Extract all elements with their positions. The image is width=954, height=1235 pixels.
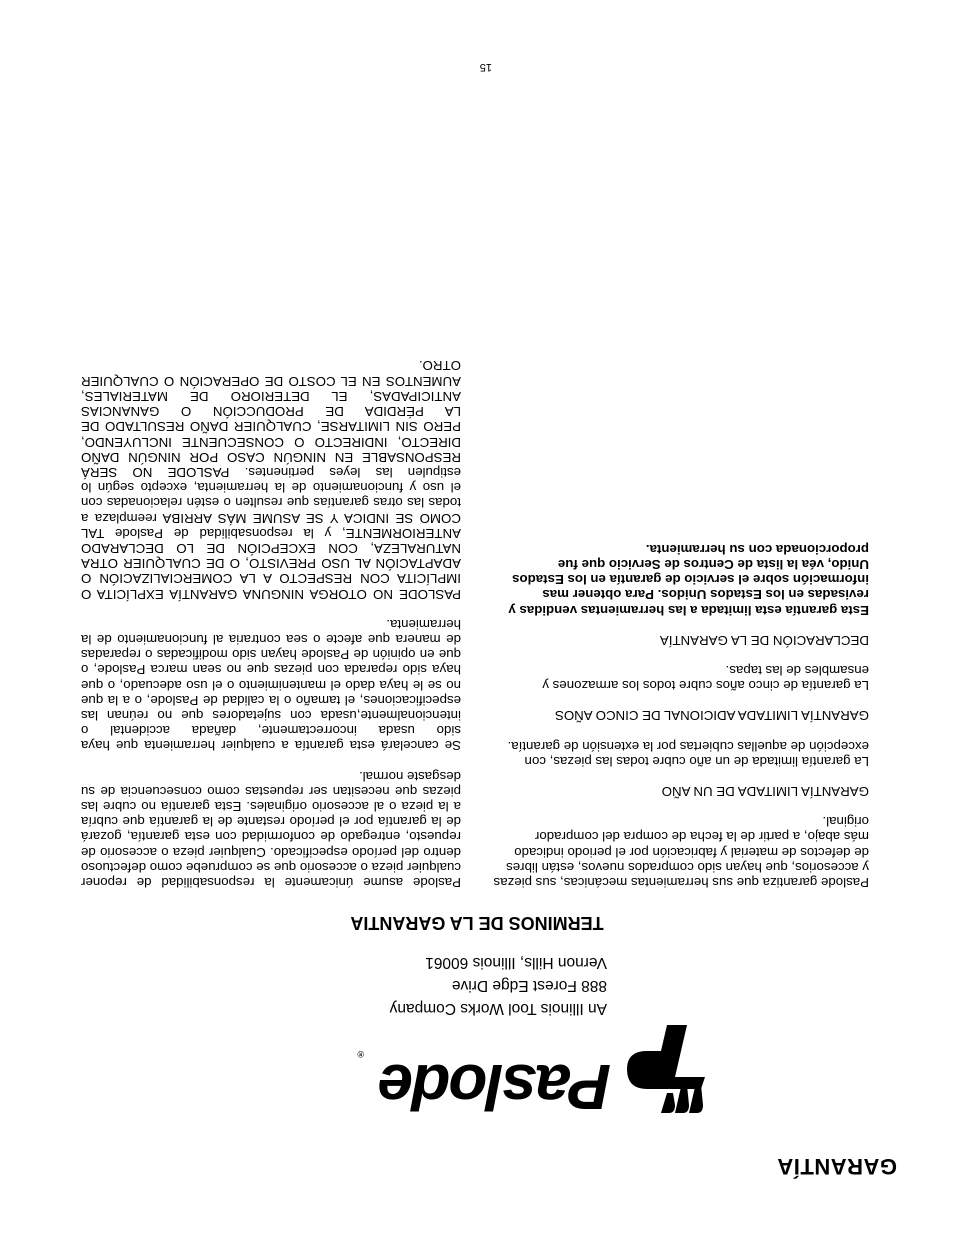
page-number: 15 bbox=[479, 61, 492, 73]
one-year-body: La garantía limitada de un año cubre todas las piezas, con excepción de aquellas cubiertas por la extensión de garantía. bbox=[507, 738, 869, 769]
address-line-3: Vernon Hills, Illinois 60061 bbox=[425, 954, 607, 971]
left-column bbox=[492, 527, 869, 890]
company-address bbox=[390, 951, 607, 1020]
five-year-body: La garantía de cinco años cubre todos los armazones y ensambles de las tapas. bbox=[542, 662, 869, 694]
declaration-heading: DECLARACIÓN DE LA GARANTÍA bbox=[659, 632, 869, 648]
paslode-logo bbox=[349, 1020, 709, 1125]
right-column bbox=[81, 343, 461, 890]
registered-mark: ® bbox=[357, 1049, 364, 1059]
intro-paragraph: Paslode garantiza que sus herramientas mecánicas, sus piezas y accesorios, que hayan sido comprados nuevos, están libres de defectos de material y fabricación por el periodo indicado más abajo, a partir de la fecha de compra del comprador original. bbox=[493, 814, 869, 890]
cancellation-paragraph: Se cancelará esta garantía a cualquier herramienta que haya sido usada incorrectamente, dañada accidental o intencionalmente,usada con sujetadores que no reúnan las especificaciones, el tamaño o la calidad de Paslode, o a la que no se le haya dado el mantenimiento o el uso adecuado, o que haya sido reparada con piezas que no sean marca Paslode, o que en opinión de Paslode hayan sido modificadas o reparadas de manera que afecte o sea contraria al funcionamiento de la herramienta. bbox=[81, 616, 461, 754]
warranty-terms-heading: TERMINOS DE LA GARANTIA bbox=[350, 913, 604, 933]
paslode-wordmark: Paslode bbox=[379, 1051, 611, 1123]
page-title: GARANTÍA bbox=[776, 1154, 897, 1179]
address-line-1: An Illinois Tool Works Company bbox=[389, 1000, 607, 1017]
replacement-paragraph: Paslode asume únicamente la responsabilidad de reponer cualquier pieza o accesorio que se compruebe como defectuoso dentro del período especificado. Cualquier pieza o accesorio de repuesto, entregado de conformidad con esta garantía, gozará de la garantía por el período restante de la garantía que cubría a la pieza o al accesorio originales. Esta garantía no cubre las piezas que necesitan ser repuestas como consecuencia de su desgaste normal. bbox=[81, 768, 461, 890]
one-year-heading: GARANTÍA LIMITADA DE UN AÑO bbox=[661, 783, 869, 799]
address-line-2: 888 Forest Edge Drive bbox=[451, 977, 607, 994]
declaration-body: Esta garantía esta limitada a las herramientas vendidas y revisadas en los Estados Unidos. Para obtener mas información sobre el servicio de garantía en los Estados Unido, véa la lista de Centros de Servicio que fue proporcionada con su herramienta. bbox=[508, 541, 869, 618]
paslode-hand-logo-icon bbox=[614, 1022, 709, 1117]
five-year-heading: GARANTÍA LIMITADA ADICIONAL DE CINCO AÑOS bbox=[554, 708, 869, 724]
disclaimer-paragraph: PASLODE NO OTORGA NINGUNA GARANTÍA EXPLÍCITA O IMPLÍCITA CON RESPECTO A LA COMERCIALIZACIÓN O ADAPTACIÓN AL USO PREVISTO, O DE CUALQUIER OTRA NATURALEZA, CON EXCEPCIÓN DE LO DECLARADO ANTERIORMENTE, y la responsabilidad de Paslode TAL COMO SE INDICA Y SE ASUME MÁS ARRIBA reemplaza a todas las otras garantías que resulten o estén relacionadas con el uso y funcionamiento de la herramienta, excepto según lo estipulen las leyes pertinentes. PASLODE NO SERÁ RESPONSABLE EN NINGÚN CASO POR NINGÚN DAÑO DIRECTO, INDIRECTO O CONSECUENTE INCLUYENDO, PERO SIN LIMITARSE, CUALQUIER DAÑO RESULTADO DE LA PÉRDIDA DE PRODUCCIÓN O GANANCIAS ANTICIPADAS, EL DETERIORO DE MATERIALES, AUMENTOS EN EL COSTO DE OPERACIÓN O CUALQUIER OTRO. bbox=[81, 358, 461, 602]
